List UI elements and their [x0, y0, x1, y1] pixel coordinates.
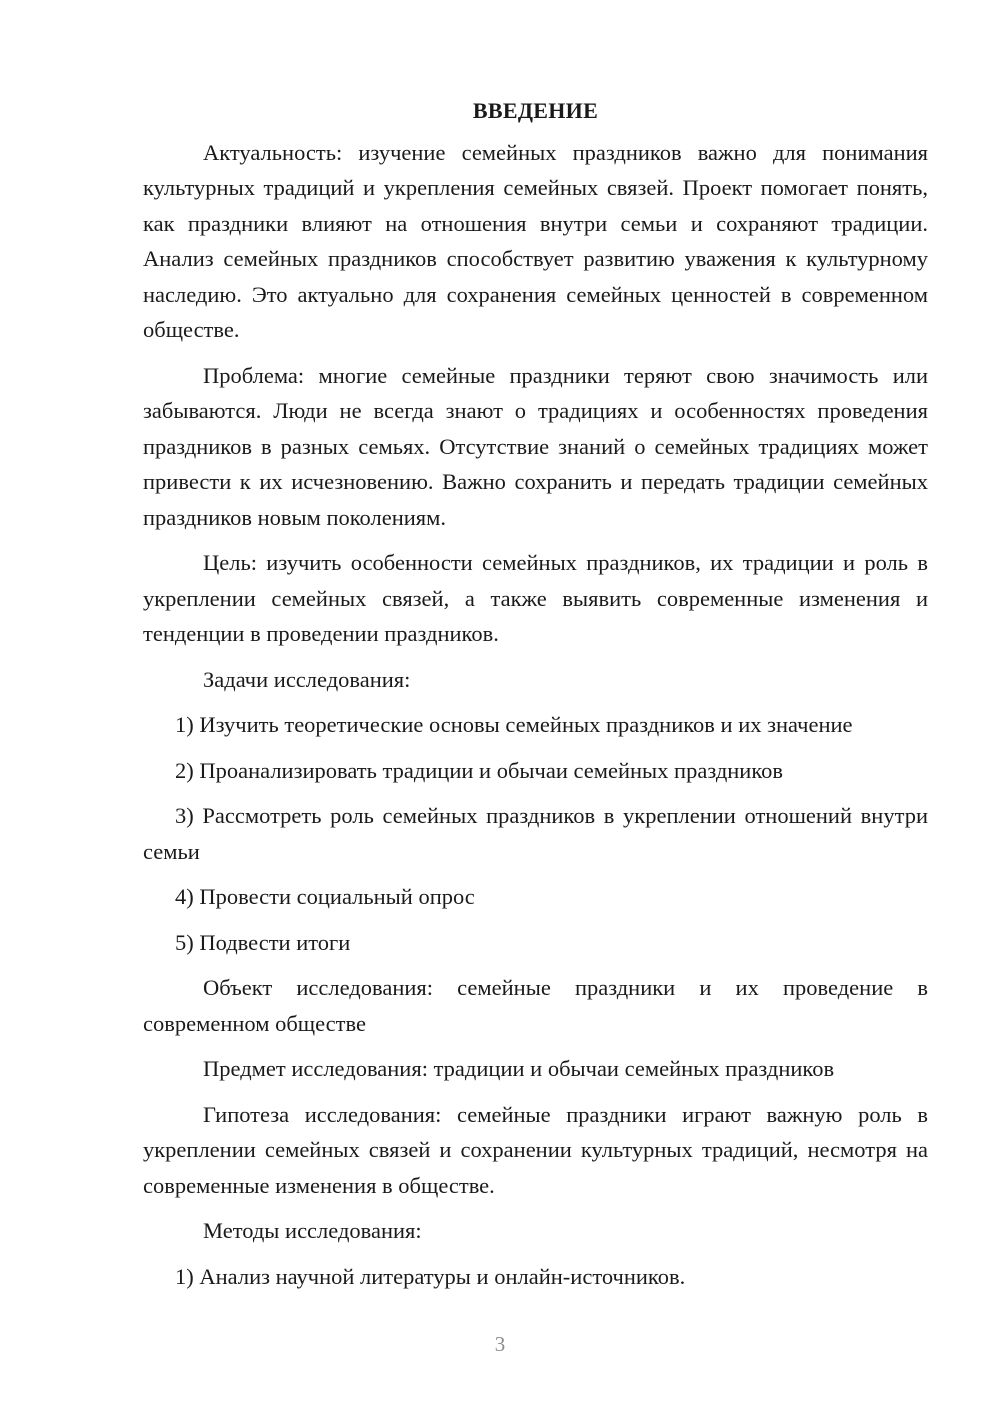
task-item: 3) Рассмотреть роль семейных праздников в укреплении отношений внутри семьи — [143, 803, 928, 864]
task-item: 1) Изучить теоретические основы семейных праздников и их значение — [175, 712, 853, 737]
subject-paragraph: Предмет исследования: традиции и обычаи семейных праздников — [203, 1056, 835, 1081]
page-number: 3 — [494, 1332, 506, 1356]
task-item: 4) Провести социальный опрос — [175, 884, 475, 909]
task-item: 2) Проанализировать традиции и обычаи семейных праздников — [175, 757, 784, 783]
task-item: 5) Подвести итоги — [175, 929, 351, 955]
section-title: ВВЕДЕНИЕ — [472, 98, 599, 123]
methods-heading: Методы исследования: — [203, 1218, 422, 1243]
goal-paragraph: Цель: изучить особенности семейных праздников, их традиции и роль в укреплении семейных связей, а также выявить современные изменения и тенденции в проведении праздников. — [143, 550, 928, 646]
page-content — [143, 93, 928, 1304]
object-paragraph: Объект исследования: семейные праздники и их проведение в современном обществе — [143, 975, 928, 1036]
hypothesis-paragraph: Гипотеза исследования: семейные праздники играют важную роль в укреплении семейных связей и сохранении культурных традиций, несмотря на современные изменения в обществе. — [143, 1101, 928, 1198]
problem-paragraph: Проблема: многие семейные праздники теряют свою значимость или забываются. Люди не всегда знают о традициях и особенностях проведения праздников в разных семьях. Отсутствие знаний о семейных традициях может привести к их исчезновению. Важно сохранить и передать традиции семейных праздников новым поколениям. — [143, 362, 928, 530]
tasks-heading: Задачи исследования: — [203, 666, 411, 692]
method-item: 1) Анализ научной литературы и онлайн-источников. — [175, 1263, 686, 1289]
relevance-paragraph: Актуальность: изучение семейных праздников важно для понимания культурных традиций и укрепления семейных связей. Проект помогает понять, как праздники влияют на отношения внутри семьи и сохраняют традиции. Анализ семейных праздников способствует развитию уважения к культурному наследию. Это актуально для сохранения семейных ценностей в современном обществе. — [143, 139, 928, 342]
